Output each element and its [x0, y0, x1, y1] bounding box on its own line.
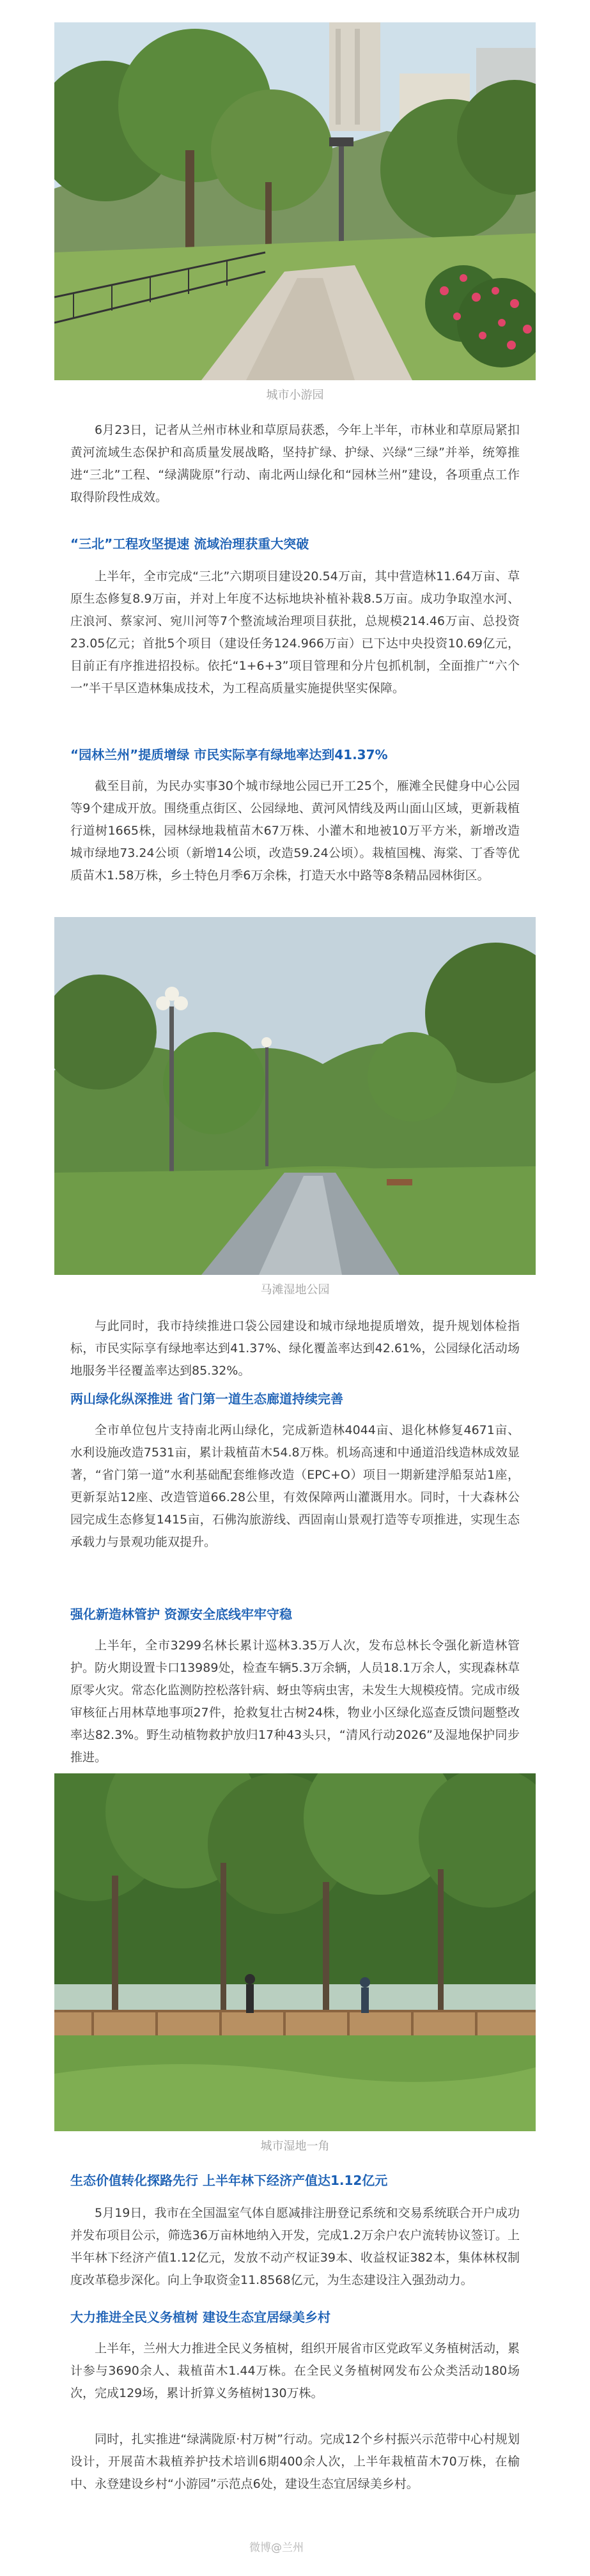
paragraph-ecological-value: 5月19日，我市在全国温室气体自愿减排注册登记系统和交易系统联合开户成功并发布项目公示，筛选36万亩林地纳入开发，完成1.2万余户农户流转协议签订。上半年林下经济产值1.12亿元，发放不动产权证39本、收益权证382本，集体林权制度改革稳步深化。向上争取资金11.8568亿元，为生态建设注入强劲动力。 — [70, 2206, 520, 2287]
paragraph-greenery-rate: 与此同时，我市持续推进口袋公园建设和城市绿地提质增效，提升规划体检指标，市民实际享有绿地率达到41.37%、绿化覆盖率达到42.61%，公园绿化活动场地服务半径覆盖率达到85.32%。 — [70, 1319, 520, 1378]
section-heading-garden-lanzhou: “园林兰州”提质增绿 市民实际享有绿地率达到41.37% — [70, 747, 388, 762]
photo-caption: 马滩湿地公园 — [260, 1283, 330, 1297]
paragraph-forest-protection: 上半年，全市3299名林长累计巡林3.35万人次，发布总林长令强化新造林管护。防火期设置卡口13989处，检查车辆5.3万余辆，人员18.1万余人，实现森林草原零火灾。常态化监测防控松落针病、蚜虫等病虫害，未发生大规模疫情。完成市级审核征占用林草地事项27件，抢救复壮古树24株，物业小区绿化巡查反馈问题整改率达82.3%。野生动植物救护放归17种43头只，“清风行动2026”及湿地保护同步推进。 — [70, 1639, 520, 1764]
paragraph-tree-planting: 上半年，兰州大力推进全民义务植树，组织开展省市区党政军义务植树活动，累计参与3690余人、栽植苗木1.44万株。在全民义务植树网发布公众类活动180场次，完成129场，累计折算义务植树130万株。 — [70, 2341, 520, 2400]
photo-caption: 城市小游园 — [266, 389, 324, 402]
section-heading-two-mountains: 两山绿化纵深推进 省门第一道生态廊道持续完善 — [70, 1391, 343, 1407]
paragraph-sanbei: 上半年，全市完成“三北”六期项目建设20.54万亩，其中营造林11.64万亩、草原生态修复8.9万亩，并对上年度不达标地块补植补栽8.5万亩。成功争取湟水河、庄浪河、蔡家河、宛川河等7个整流域治理项目获批，总规模214.46万亩、总投资23.05亿元；首批5个项目（建设任务124.966万亩）已下达中央投资10.69亿元，目前正有序推进招投标。依托“1+6+3”项目管理和分片包抓机制，全面推广“六个一”半干旱区造林集成技术，为工程高质量实施提供坚实保障。 — [70, 569, 520, 695]
photo-caption: 城市湿地一角 — [260, 2140, 330, 2153]
section-heading-ecological-value: 生态价值转化探路先行 上半年林下经济产值达1.12亿元 — [70, 2173, 388, 2188]
paragraph-intro: 6月23日，记者从兰州市林业和草原局获悉，今年上半年，市林业和草原局紧扣黄河流域生态保护和高质量发展战略，坚持扩绿、护绿、兴绿“三绿”并举，统筹推进“三北”工程、“绿满陇原”行动、南北两山绿化和“园林兰州”建设，各项重点工作取得阶段性成效。 — [70, 423, 520, 504]
weibo-watermark: 微博@兰州 — [249, 2541, 304, 2554]
section-heading-sanbei: “三北”工程攻坚提速 流域治理获重大突破 — [70, 536, 309, 551]
section-heading-tree-planting: 大力推进全民义务植树 建设生态宜居绿美乡村 — [70, 2310, 330, 2325]
paragraph-rural-greening: 同时，扎实推进“绿满陇原·村万树”行动。完成12个乡村振兴示范带中心村规划设计，开展苗木栽植养护技术培训6期400余人次，上半年栽植苗木70万株，在榆中、永登建设乡村“小游园”示范点6处，建设生态宜居绿美乡村。 — [70, 2432, 520, 2491]
photo-city-wetland-corner — [54, 1773, 536, 2131]
paragraph-two-mountains: 全市单位包片支持南北两山绿化，完成新造林4044亩、退化林修复4671亩、水利设施改造7531亩，累计栽植苗木54.8万株。机场高速和中通道沿线造林成效显著，“省门第一道”水利基础配套维修改造（EPC+O）项目一期新建浮船泵站1座，更新泵站12座、改造管道66.28公里，有效保障两山灌溉用水。同时，十大森林公园完成生态修复1415亩，石佛沟旅游线、西固南山景观打造等专项推进，实现生态承载力与景观功能双提升。 — [70, 1423, 520, 1549]
photo-city-garden — [54, 22, 536, 380]
section-heading-forest-protection: 强化新造林管护 资源安全底线牢牢守稳 — [70, 1607, 292, 1622]
photo-matan-wetland-park — [54, 917, 536, 1275]
paragraph-garden-lanzhou: 截至目前，为民办实事30个城市绿地公园已开工25个，雁滩全民健身中心公园等9个建成开放。围绕重点街区、公园绿地、黄河风情线及两山面山区域，更新栽植行道树1665株，园林绿地栽植苗木67万株、小灌木和地被10万平方米，新增改造城市绿地73.24公顷（新增14公顷，改造59.24公顷）。栽植国槐、海棠、丁香等优质苗木1.58万株，乡土特色月季6万余株，打造天水中路等8条精品园林街区。 — [70, 779, 520, 883]
